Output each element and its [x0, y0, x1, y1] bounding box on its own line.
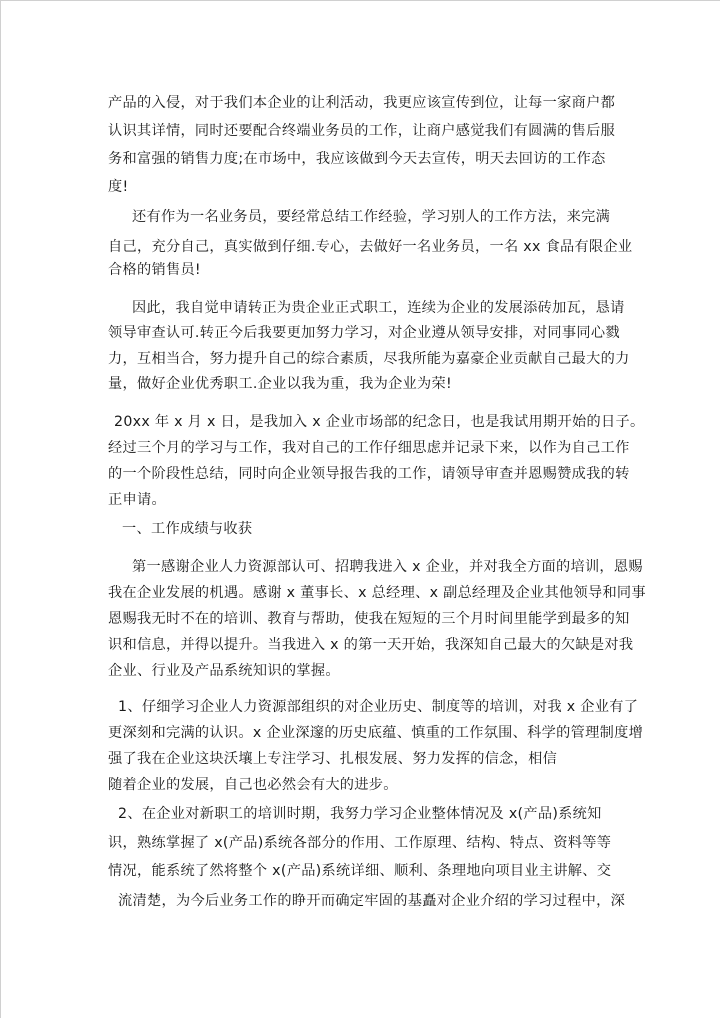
text-line: 认识其详情，同时还要配合终端业务员的工作，让商户感觉我们有圆满的售后服 — [108, 123, 616, 139]
text-line: 流清楚，为今后业务工作的睁开而确定牢固的基矗对企业介绍的学习过程中，深 — [118, 893, 626, 909]
text-line: 更深刻和完满的认识。x 企业深邃的历史底蕴、慎重的工作氛围、科学的管理制度增 — [108, 725, 644, 741]
text-line: 经过三个月的学习与工作，我对自己的工作仔细思虑并记录下来，以作为自己工作 — [108, 440, 630, 456]
text-line: 1、仔细学习企业人力资源部组织的对企业历史、制度等的培训，对我 x 企业有了 — [118, 699, 639, 715]
text-line: 正申请。 — [108, 492, 166, 508]
text-line: 务和富强的销售力度;在市场中，我应该做到今天去宣传，明天去回访的工作态 — [108, 151, 606, 167]
text-line: 产品的入侵，对于我们本企业的让利活动，我更应该宣传到位，让每一家商户都 — [108, 95, 616, 111]
text-line: 强了我在企业这块沃壤上专注学习、扎根发展、努力发挥的信念，相信 — [108, 751, 558, 767]
text-line: 随着企业的发展，自己也必然会有大的进步。 — [108, 777, 398, 793]
text-line: 我在企业发展的机遇。感谢 x 董事长、x 总经理、x 副总经理及企业其他领导和同事 — [108, 585, 646, 601]
text-line: 自己，充分自己，真实做到仔细.专心，去做好一名业务员，一名 xx 食品有限企业 — [108, 239, 633, 255]
text-line: 识和信息，并得以提升。当我进入 x 的第一天开始，我深知自己最大的欠缺是对我 — [108, 637, 634, 653]
text-line: 的一个阶段性总结，同时向企业领导报告我的工作，请领导审查并恩赐赞成我的转 — [108, 466, 630, 482]
text-line: 企业、行业及产品系统知识的掌握。 — [108, 663, 340, 679]
text-line: 情况，能系统了然将整个 x(产品)系统详细、顺利、条理地向项目业主讲解、交 — [108, 863, 612, 879]
text-line: 领导审查认可.转正今后我要更加努力学习，对企业遵从领导安排，对同事同心戮 — [108, 325, 620, 341]
text-line: 识，熟练掌握了 x(产品)系统各部分的作用、工作原理、结构、特点、资料等等 — [108, 835, 612, 851]
text-line: 2、在企业对新职工的培训时期，我努力学习企业整体情况及 x(产品)系统知 — [118, 806, 602, 822]
text-line: 力，互相当合，努力提升自己的综合素质，尽我所能为嘉豪企业贡献自己最大的力 — [108, 351, 630, 367]
section-heading: 一、工作成绩与收获 — [122, 521, 253, 537]
text-line: 20xx 年 x 月 x 日，是我加入 x 企业市场部的纪念日，也是我试用期开始的日子。 — [114, 414, 645, 430]
text-line: 度! — [108, 179, 129, 195]
text-line: 量，做好企业优秀职工.企业以我为重，我为企业为荣! — [108, 376, 453, 392]
text-line: 合格的销售员! — [108, 262, 201, 278]
text-line: 还有作为一名业务员，要经常总结工作经验，学习别人的工作方法，来完满 — [132, 209, 611, 225]
text-line: 恩赐我无时不在的培训、教育与帮助，使我在短短的三个月时间里能学到最多的知 — [108, 611, 630, 627]
text-line: 因此，我自觉申请转正为贵企业正式职工，连续为企业的发展添砖加瓦，恳请 — [132, 300, 625, 316]
text-line: 第一感谢企业人力资源部认可、招聘我进入 x 企业，并对我全方面的培训，恩赐 — [132, 559, 643, 575]
